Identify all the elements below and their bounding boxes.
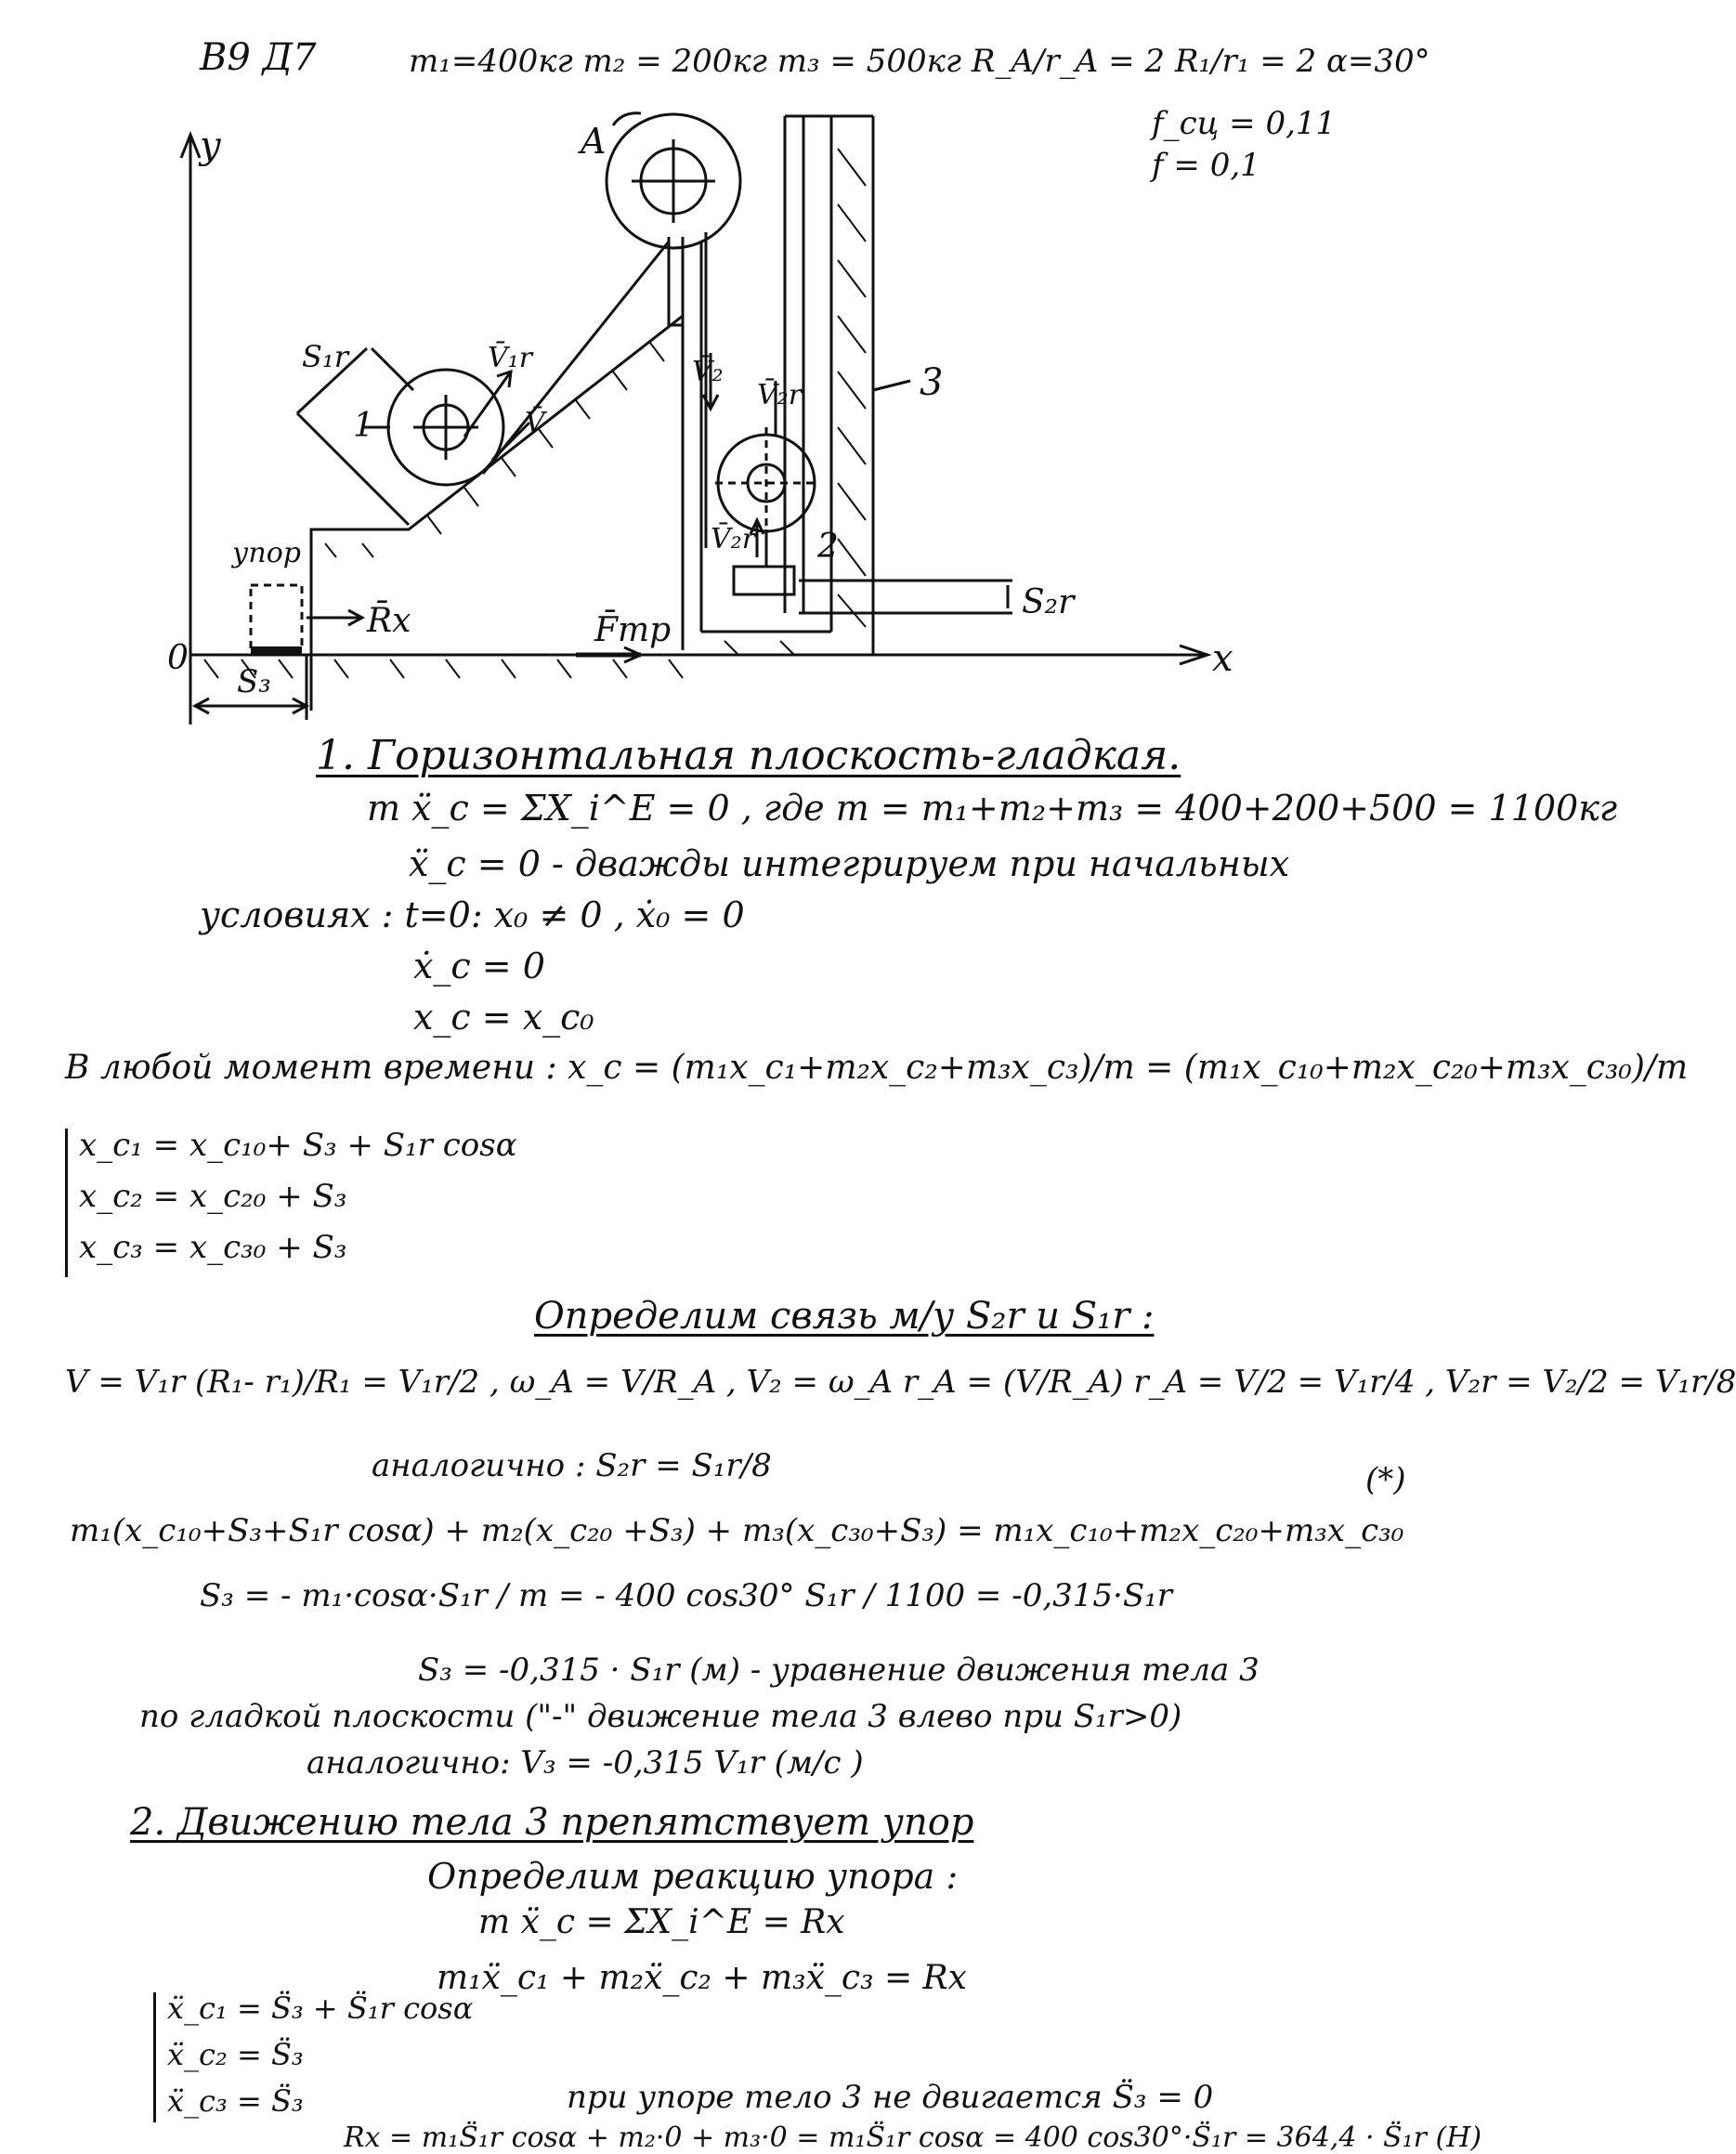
- system-bracket-1: [65, 1129, 68, 1277]
- system1-eq2: x_c₂ = x_c₂₀ + S₃: [79, 1178, 347, 1215]
- section2-result: Rx = m₁S̈₁r cosα + m₂·0 + m₃·0 = m₁S̈₁r cosα = 400 cos30°·S̈₁r = 364,4 · S̈₁r (Н): [344, 2121, 1482, 2154]
- section1-line2: ẍ_c = 0 - дважды интегрируем при начальных: [409, 843, 1290, 884]
- system1-eq3: x_c₃ = x_c₃₀ + S₃: [79, 1229, 347, 1266]
- parameters-line: m₁=400кг m₂ = 200кг m₃ = 500кг R_A/r_A = 2 R₁/r₁ = 2 α=30°: [409, 43, 1430, 80]
- section1-heading: 1. Горизонтальная плоскость-гладкая.: [316, 732, 1181, 779]
- s2r-label: S₂r: [1022, 583, 1075, 621]
- section2-line2: m₁ẍ_c₁ + m₂ẍ_c₂ + m₃ẍ_c₃ = Rx: [437, 1959, 967, 1997]
- analog-s2r: аналогично : S₂r = S₁r/8: [372, 1447, 772, 1484]
- y-axis-label: y: [200, 124, 221, 167]
- body2-label: 2: [817, 528, 839, 566]
- section1-line3: условиях : t=0: x₀ ≠ 0 , ẋ₀ = 0: [200, 894, 745, 935]
- v2r-bottom-label: V̄₂r: [711, 523, 756, 555]
- incline-hatching: [325, 343, 664, 557]
- equation-mark: (*): [1365, 1461, 1406, 1498]
- origin-label: 0: [167, 639, 189, 677]
- section2-heading: 2. Движению тела 3 препятствует упор: [130, 1801, 974, 1844]
- system2-eq3: ẍ_c₃ = S̈₃: [167, 2083, 304, 2119]
- system-bracket-2: [153, 1992, 156, 2122]
- section1-line6: В любой момент времени : x_c = (m₁x_c₁+m₂x_c₂+m₃x_c₃)/m = (m₁x_c₁₀+m₂x_c₂₀+m₃x_c₃₀)/m: [65, 1049, 1689, 1087]
- link-equation: V = V₁r (R₁- r₁)/R₁ = V₁r/2 , ω_A = V/R_A , V₂ = ω_A r_A = (V/R_A) r_A = V/2 = V₁r/4 , V₂r = V₂/2 = V₁r/8: [65, 1364, 1736, 1401]
- section2-note: при упоре тело 3 не двигается S̈₃ = 0: [567, 2079, 1214, 2116]
- ftr-label: F̄тр: [594, 611, 672, 649]
- s3-derivation: S₃ = - m₁·cosα·S₁r / m = - 400 cos30° S₁r / 1100 = -0,315·S₁r: [200, 1577, 1173, 1614]
- variant-label: В9 Д7: [200, 36, 317, 79]
- system2-eq1: ẍ_c₁ = S̈₃ + S̈₁r cosα: [167, 1991, 474, 2026]
- section1-line5: x_c = x_c₀: [413, 997, 594, 1038]
- adhesion-coefficient: f_сц = 0,11: [1152, 105, 1337, 142]
- s1r-label: S₁r: [302, 339, 349, 374]
- v-label: V̄: [525, 407, 545, 439]
- section1-line4: ẋ_c = 0: [413, 946, 545, 986]
- body3-label: 3: [920, 361, 944, 404]
- v2r-top-label: V̄₂r: [757, 379, 803, 411]
- column-hatching: [838, 149, 866, 627]
- section1-subheading: Определим связь м/у S₂r и S₁r :: [534, 1295, 1155, 1338]
- friction-coefficient: f = 0,1: [1152, 147, 1260, 184]
- stopper: [251, 585, 302, 650]
- v2-label: V̄₂: [692, 356, 724, 388]
- motion-equation-note: по гладкой плоскости ("-" движение тела 3 влево при S₁r>0): [139, 1698, 1182, 1735]
- v3-equation: аналогично: V₃ = -0,315 V₁r (м/с ): [307, 1744, 864, 1782]
- section2-subheading: Определим реакцию упора :: [427, 1856, 959, 1897]
- system1-eq1: x_c₁ = x_c₁₀+ S₃ + S₁r cosα: [79, 1127, 517, 1164]
- stopper-label: упор: [232, 537, 301, 569]
- rx-label: R̄x: [367, 602, 411, 640]
- section1-line1: m ẍ_c = ΣX_i^E = 0 , где m = m₁+m₂+m₃ = 400+200+500 = 1100кг: [367, 788, 1618, 829]
- section2-line1: m ẍ_c = ΣX_i^E = Rx: [478, 1903, 845, 1941]
- v1r-label: V̄₁r: [488, 342, 533, 374]
- balance-equation: m₁(x_c₁₀+S₃+S₁r cosα) + m₂(x_c₂₀ +S₃) + m₃(x_c₃₀+S₃) = m₁x_c₁₀+m₂x_c₂₀+m₃x_c₃₀: [70, 1512, 1404, 1549]
- x-axis-label: x: [1212, 637, 1233, 680]
- pulley-a-label: A: [581, 121, 607, 162]
- motion-equation: S₃ = -0,315 · S₁r (м) - уравнение движения тела 3: [418, 1651, 1260, 1689]
- system2-eq2: ẍ_c₂ = S̈₃: [167, 2037, 304, 2072]
- s3-label: S₃: [237, 663, 271, 700]
- body1-label: 1: [353, 407, 374, 445]
